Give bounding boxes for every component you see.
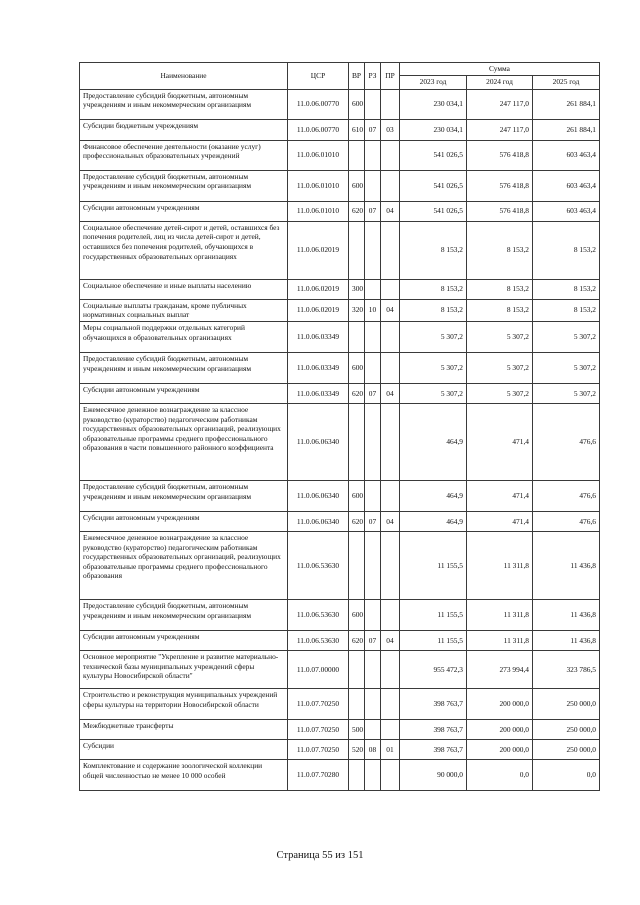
row-pr xyxy=(381,688,400,719)
row-pr: 04 xyxy=(381,630,400,650)
table-row xyxy=(80,531,600,599)
row-sum-2025: 250 000,0 xyxy=(533,688,600,719)
row-sum-2024: 5 307,2 xyxy=(467,383,533,403)
row-sum-2023: 11 155,5 xyxy=(400,599,467,630)
row-sum-2025: 603 463,4 xyxy=(533,170,600,201)
table-row xyxy=(80,688,600,719)
row-csr: 11.0.07.70250 xyxy=(288,688,349,719)
row-pr xyxy=(381,89,400,119)
row-csr: 11.0.06.01010 xyxy=(288,170,349,201)
row-name: Комплектование и содержание зоологической коллекции общей численностью не менее 10 000 особей xyxy=(80,759,288,790)
row-vr xyxy=(349,403,365,480)
row-name: Субсидии автономным учреждениям xyxy=(80,630,288,650)
row-pr xyxy=(381,321,400,352)
table-row xyxy=(80,480,600,511)
row-sum-2024: 0,0 xyxy=(467,759,533,790)
row-sum-2025: 8 153,2 xyxy=(533,299,600,321)
table-row xyxy=(80,299,600,321)
row-sum-2025: 603 463,4 xyxy=(533,140,600,170)
row-sum-2024: 8 153,2 xyxy=(467,279,533,299)
row-csr: 11.0.07.00000 xyxy=(288,650,349,688)
row-vr xyxy=(349,140,365,170)
table-header xyxy=(80,63,600,90)
row-sum-2025: 323 786,5 xyxy=(533,650,600,688)
row-vr: 600 xyxy=(349,599,365,630)
row-sum-2023: 90 000,0 xyxy=(400,759,467,790)
budget-table xyxy=(79,62,600,791)
row-rz xyxy=(365,650,381,688)
row-name: Ежемесячное денежное вознаграждение за классное руководство (кураторство) педагогическим работникам государственных образовательных организаций, реализующих образовательные программы среднего профессионального образования xyxy=(80,531,288,599)
row-sum-2023: 541 026,5 xyxy=(400,140,467,170)
row-vr: 600 xyxy=(349,89,365,119)
row-pr xyxy=(381,599,400,630)
row-pr xyxy=(381,403,400,480)
row-sum-2024: 200 000,0 xyxy=(467,688,533,719)
row-sum-2023: 398 763,7 xyxy=(400,688,467,719)
row-sum-2023: 11 155,5 xyxy=(400,531,467,599)
row-rz: 07 xyxy=(365,511,381,531)
row-sum-2025: 476,6 xyxy=(533,480,600,511)
row-pr xyxy=(381,221,400,279)
row-sum-2025: 8 153,2 xyxy=(533,279,600,299)
row-csr: 11.0.06.03349 xyxy=(288,383,349,403)
row-name: Социальные выплаты гражданам, кроме публичных нормативных социальных выплат xyxy=(80,299,288,321)
row-vr: 300 xyxy=(349,279,365,299)
row-name: Субсидии xyxy=(80,739,288,759)
row-name: Основное мероприятие "Укрепление и развитие материально-технической базы муниципальных учреждений сферы культуры Новосибирской области" xyxy=(80,650,288,688)
table-row xyxy=(80,140,600,170)
row-csr: 11.0.06.53630 xyxy=(288,599,349,630)
row-csr: 11.0.06.01010 xyxy=(288,201,349,221)
row-csr: 11.0.07.70250 xyxy=(288,719,349,739)
row-sum-2025: 250 000,0 xyxy=(533,719,600,739)
table-row xyxy=(80,352,600,383)
table-row xyxy=(80,599,600,630)
row-vr: 600 xyxy=(349,480,365,511)
row-rz xyxy=(365,321,381,352)
row-sum-2024: 11 311,8 xyxy=(467,531,533,599)
row-rz xyxy=(365,140,381,170)
row-rz xyxy=(365,480,381,511)
row-csr: 11.0.06.53630 xyxy=(288,630,349,650)
row-sum-2023: 8 153,2 xyxy=(400,221,467,279)
table-row xyxy=(80,403,600,480)
row-pr xyxy=(381,650,400,688)
row-pr: 01 xyxy=(381,739,400,759)
row-sum-2025: 11 436,8 xyxy=(533,531,600,599)
header-year-2025: 2025 год xyxy=(533,75,600,89)
row-sum-2025: 11 436,8 xyxy=(533,630,600,650)
row-sum-2024: 471,4 xyxy=(467,403,533,480)
row-sum-2025: 5 307,2 xyxy=(533,383,600,403)
row-name: Предоставление субсидий бюджетным, автономным учреждениям и иным некоммерческим организациям xyxy=(80,480,288,511)
row-rz: 07 xyxy=(365,201,381,221)
header-year-2024: 2024 год xyxy=(467,75,533,89)
row-vr: 620 xyxy=(349,630,365,650)
row-vr: 610 xyxy=(349,119,365,140)
row-sum-2023: 541 026,5 xyxy=(400,170,467,201)
table-row xyxy=(80,630,600,650)
row-rz xyxy=(365,759,381,790)
row-csr: 11.0.06.00770 xyxy=(288,89,349,119)
table-row xyxy=(80,739,600,759)
row-rz xyxy=(365,719,381,739)
row-sum-2024: 200 000,0 xyxy=(467,719,533,739)
row-sum-2023: 11 155,5 xyxy=(400,630,467,650)
row-vr: 620 xyxy=(349,511,365,531)
row-rz xyxy=(365,170,381,201)
row-pr: 04 xyxy=(381,201,400,221)
row-pr xyxy=(381,170,400,201)
row-pr xyxy=(381,531,400,599)
row-sum-2024: 5 307,2 xyxy=(467,321,533,352)
row-sum-2023: 955 472,3 xyxy=(400,650,467,688)
table-row xyxy=(80,719,600,739)
row-sum-2025: 8 153,2 xyxy=(533,221,600,279)
row-vr: 520 xyxy=(349,739,365,759)
row-sum-2024: 247 117,0 xyxy=(467,89,533,119)
row-csr: 11.0.06.06340 xyxy=(288,403,349,480)
row-sum-2024: 471,4 xyxy=(467,511,533,531)
row-vr: 600 xyxy=(349,170,365,201)
row-name: Субсидии автономным учреждениям xyxy=(80,383,288,403)
row-sum-2023: 5 307,2 xyxy=(400,321,467,352)
row-rz: 07 xyxy=(365,119,381,140)
row-name: Меры социальной поддержки отдельных категорий обучающихся в образовательных организациях xyxy=(80,321,288,352)
row-sum-2024: 5 307,2 xyxy=(467,352,533,383)
row-sum-2023: 5 307,2 xyxy=(400,352,467,383)
row-name: Субсидии автономным учреждениям xyxy=(80,511,288,531)
row-sum-2025: 476,6 xyxy=(533,511,600,531)
row-vr xyxy=(349,221,365,279)
row-vr xyxy=(349,650,365,688)
table-row xyxy=(80,119,600,140)
header-year-2023: 2023 год xyxy=(400,75,467,89)
row-csr: 11.0.07.70250 xyxy=(288,739,349,759)
row-rz xyxy=(365,531,381,599)
row-rz xyxy=(365,89,381,119)
row-csr: 11.0.06.03349 xyxy=(288,352,349,383)
table-row xyxy=(80,383,600,403)
row-sum-2023: 464,9 xyxy=(400,480,467,511)
row-vr xyxy=(349,688,365,719)
row-pr: 04 xyxy=(381,511,400,531)
row-vr: 500 xyxy=(349,719,365,739)
row-name: Субсидии бюджетным учреждениям xyxy=(80,119,288,140)
row-name: Финансовое обеспечение деятельности (оказание услуг) профессиональных образовательных учреждений xyxy=(80,140,288,170)
table-row xyxy=(80,89,600,119)
row-csr: 11.0.06.06340 xyxy=(288,511,349,531)
row-sum-2023: 398 763,7 xyxy=(400,719,467,739)
row-pr: 04 xyxy=(381,383,400,403)
row-name: Межбюджетные трансферты xyxy=(80,719,288,739)
row-rz: 10 xyxy=(365,299,381,321)
table-row xyxy=(80,279,600,299)
row-name: Предоставление субсидий бюджетным, автономным учреждениям и иным некоммерческим организациям xyxy=(80,170,288,201)
row-csr: 11.0.06.02019 xyxy=(288,279,349,299)
header-name: Наименование xyxy=(80,63,288,90)
row-sum-2024: 247 117,0 xyxy=(467,119,533,140)
row-name: Строительство и реконструкция муниципальных учреждений сферы культуры на территории Новосибирской области xyxy=(80,688,288,719)
row-rz xyxy=(365,279,381,299)
row-sum-2024: 273 994,4 xyxy=(467,650,533,688)
table-row xyxy=(80,221,600,279)
row-sum-2023: 398 763,7 xyxy=(400,739,467,759)
row-sum-2025: 5 307,2 xyxy=(533,321,600,352)
table-row xyxy=(80,201,600,221)
row-sum-2023: 5 307,2 xyxy=(400,383,467,403)
row-csr: 11.0.06.53630 xyxy=(288,531,349,599)
row-csr: 11.0.06.02019 xyxy=(288,221,349,279)
row-sum-2025: 0,0 xyxy=(533,759,600,790)
row-sum-2024: 8 153,2 xyxy=(467,221,533,279)
row-sum-2025: 261 884,1 xyxy=(533,89,600,119)
row-sum-2023: 230 034,1 xyxy=(400,89,467,119)
row-pr xyxy=(381,480,400,511)
header-rz: РЗ xyxy=(365,63,381,90)
header-pr: ПР xyxy=(381,63,400,90)
row-sum-2024: 576 418,8 xyxy=(467,170,533,201)
row-vr xyxy=(349,321,365,352)
row-name: Предоставление субсидий бюджетным, автономным учреждениям и иным некоммерческим организациям xyxy=(80,89,288,119)
header-vr: ВР xyxy=(349,63,365,90)
row-rz xyxy=(365,403,381,480)
row-pr xyxy=(381,279,400,299)
row-csr: 11.0.07.70280 xyxy=(288,759,349,790)
row-sum-2025: 250 000,0 xyxy=(533,739,600,759)
row-sum-2024: 11 311,8 xyxy=(467,630,533,650)
row-name: Предоставление субсидий бюджетным, автономным учреждениям и иным некоммерческим организациям xyxy=(80,352,288,383)
row-pr xyxy=(381,140,400,170)
row-vr: 620 xyxy=(349,201,365,221)
header-csr: ЦСР xyxy=(288,63,349,90)
row-sum-2024: 11 311,8 xyxy=(467,599,533,630)
row-name: Ежемесячное денежное вознаграждение за классное руководство (кураторство) педагогическим работникам государственных образовательных организаций, реализующих образовательные программы среднего профессионального образования в части повышенного районного коэффициента xyxy=(80,403,288,480)
row-pr: 03 xyxy=(381,119,400,140)
row-sum-2024: 200 000,0 xyxy=(467,739,533,759)
row-sum-2025: 476,6 xyxy=(533,403,600,480)
row-sum-2023: 464,9 xyxy=(400,511,467,531)
row-name: Субсидии автономным учреждениям xyxy=(80,201,288,221)
row-sum-2025: 261 884,1 xyxy=(533,119,600,140)
row-rz: 07 xyxy=(365,630,381,650)
row-sum-2025: 5 307,2 xyxy=(533,352,600,383)
row-sum-2023: 464,9 xyxy=(400,403,467,480)
row-rz xyxy=(365,221,381,279)
row-sum-2023: 8 153,2 xyxy=(400,299,467,321)
row-vr xyxy=(349,531,365,599)
row-sum-2024: 576 418,8 xyxy=(467,140,533,170)
table-row xyxy=(80,170,600,201)
row-pr xyxy=(381,759,400,790)
row-sum-2024: 471,4 xyxy=(467,480,533,511)
row-name: Социальное обеспечение и иные выплаты населению xyxy=(80,279,288,299)
row-sum-2024: 8 153,2 xyxy=(467,299,533,321)
row-rz: 07 xyxy=(365,383,381,403)
row-csr: 11.0.06.01010 xyxy=(288,140,349,170)
row-sum-2023: 230 034,1 xyxy=(400,119,467,140)
table-row xyxy=(80,650,600,688)
row-sum-2023: 8 153,2 xyxy=(400,279,467,299)
row-pr xyxy=(381,352,400,383)
row-rz xyxy=(365,352,381,383)
row-sum-2025: 11 436,8 xyxy=(533,599,600,630)
row-rz xyxy=(365,599,381,630)
row-sum-2024: 576 418,8 xyxy=(467,201,533,221)
row-pr: 04 xyxy=(381,299,400,321)
table-row xyxy=(80,511,600,531)
table-row xyxy=(80,759,600,790)
row-vr: 320 xyxy=(349,299,365,321)
row-csr: 11.0.06.00770 xyxy=(288,119,349,140)
header-sum: Сумма xyxy=(400,63,600,76)
row-name: Предоставление субсидий бюджетным, автономным учреждениям и иным некоммерческим организациям xyxy=(80,599,288,630)
row-csr: 11.0.06.03349 xyxy=(288,321,349,352)
table-body xyxy=(80,89,600,790)
row-csr: 11.0.06.06340 xyxy=(288,480,349,511)
table-row xyxy=(80,321,600,352)
row-rz xyxy=(365,688,381,719)
row-name: Социальное обеспечение детей-сирот и детей, оставшихся без попечения родителей, лиц из числа детей-сирот и детей, оставшихся без попечения родителей, обучающихся в государственных образовательных организациях xyxy=(80,221,288,279)
page-number: Страница 55 из 151 xyxy=(276,850,364,861)
row-vr: 620 xyxy=(349,383,365,403)
row-pr xyxy=(381,719,400,739)
row-vr xyxy=(349,759,365,790)
row-sum-2023: 541 026,5 xyxy=(400,201,467,221)
row-sum-2025: 603 463,4 xyxy=(533,201,600,221)
row-csr: 11.0.06.02019 xyxy=(288,299,349,321)
row-vr: 600 xyxy=(349,352,365,383)
row-rz: 08 xyxy=(365,739,381,759)
